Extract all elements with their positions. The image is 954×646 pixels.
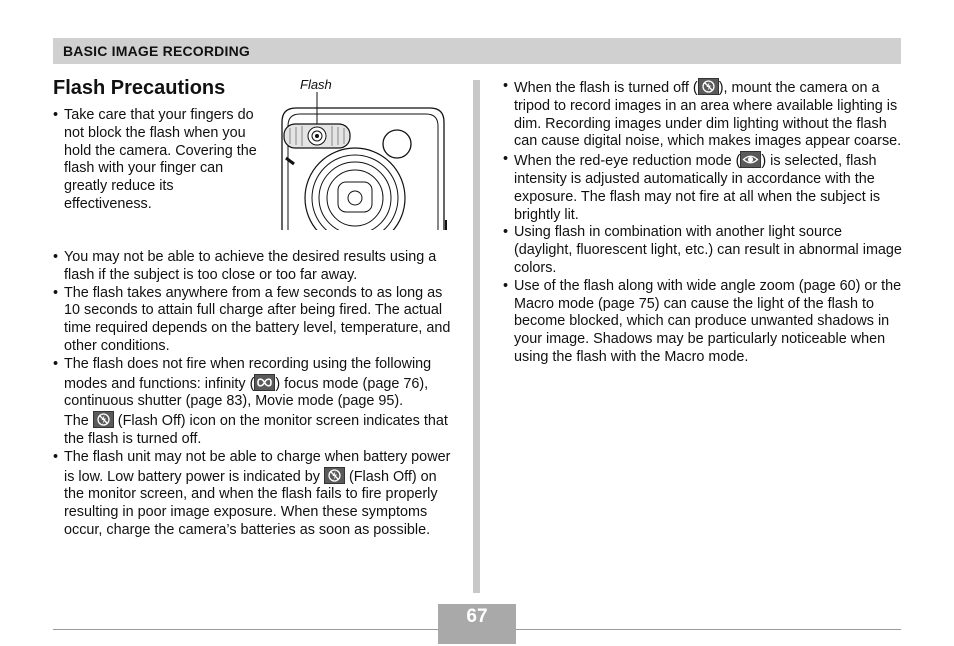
list-item: • You may not be able to achieve the desired results using a flash if the subject is too close or too far away. — [53, 249, 458, 285]
list-item: • When the red-eye reduction mode ( ) is selected, flash intensity is adjusted automatically in accordance with the exposure. The flash may not fire at all when the subject is brightly lit. — [503, 151, 903, 224]
page-title: Flash Precautions — [53, 77, 226, 99]
page-number: 67 — [466, 606, 488, 627]
list-item: • Take care that your fingers do not block the flash when you hold the camera. Covering the flash with your finger can greatly reduce its effectiveness. — [53, 107, 258, 214]
right-bullet-list — [503, 78, 903, 367]
left-bullet-list — [53, 249, 458, 540]
camera-flash-illustration — [280, 92, 452, 232]
list-item: • Using flash in combination with another light source (daylight, fluorescent light, etc.) can result in abnormal image colors. — [503, 224, 903, 277]
column-divider — [473, 80, 480, 593]
list-item: • The flash takes anywhere from a few seconds to as long as 10 seconds to attain full charge after being fired. The actual time required depends on the battery level, temperature, and other conditions. — [53, 285, 458, 356]
section-title: BASIC IMAGE RECORDING — [63, 43, 250, 59]
red-eye-icon — [740, 151, 761, 168]
section-header — [53, 38, 901, 64]
page-number-badge — [438, 604, 516, 644]
list-item: • When the flash is turned off ( ), mount the camera on a tripod to record images in an area where available lighting is dim. Recording images under dim lighting without the flash can cause digital noise, which makes images appear coarse. — [503, 78, 903, 151]
flash-off-icon — [698, 78, 719, 95]
intro-bullet-list — [53, 107, 258, 214]
flash-off-icon — [93, 411, 114, 428]
list-item: • Use of the flash along with wide angle zoom (page 60) or the Macro mode (page 75) can cause the light of the flash to become blocked, which can produce unwanted shadows in your image. Shadows may be particularly noticeable when using the flash with the Macro mode. — [503, 278, 903, 367]
figure-caption: Flash — [300, 77, 332, 92]
flash-off-icon — [324, 467, 345, 484]
list-item: • The flash unit may not be able to charge when battery power is low. Low battery power is indicated by (Flash Off) on the monitor screen, and when the flash fails to fire properly resulting in poor image exposure. When these symptoms occur, charge the camera’s batteries as soon as possible. — [53, 449, 458, 540]
list-item: • The flash does not fire when recording using the following modes and functions: infinity ( ) focus mode (page 76), continuous shutter (page 83), Movie mode (page 95). The (Flash Off) icon on the monitor screen indicates that the flash is turned off. — [53, 356, 458, 449]
infinity-icon — [254, 374, 275, 391]
